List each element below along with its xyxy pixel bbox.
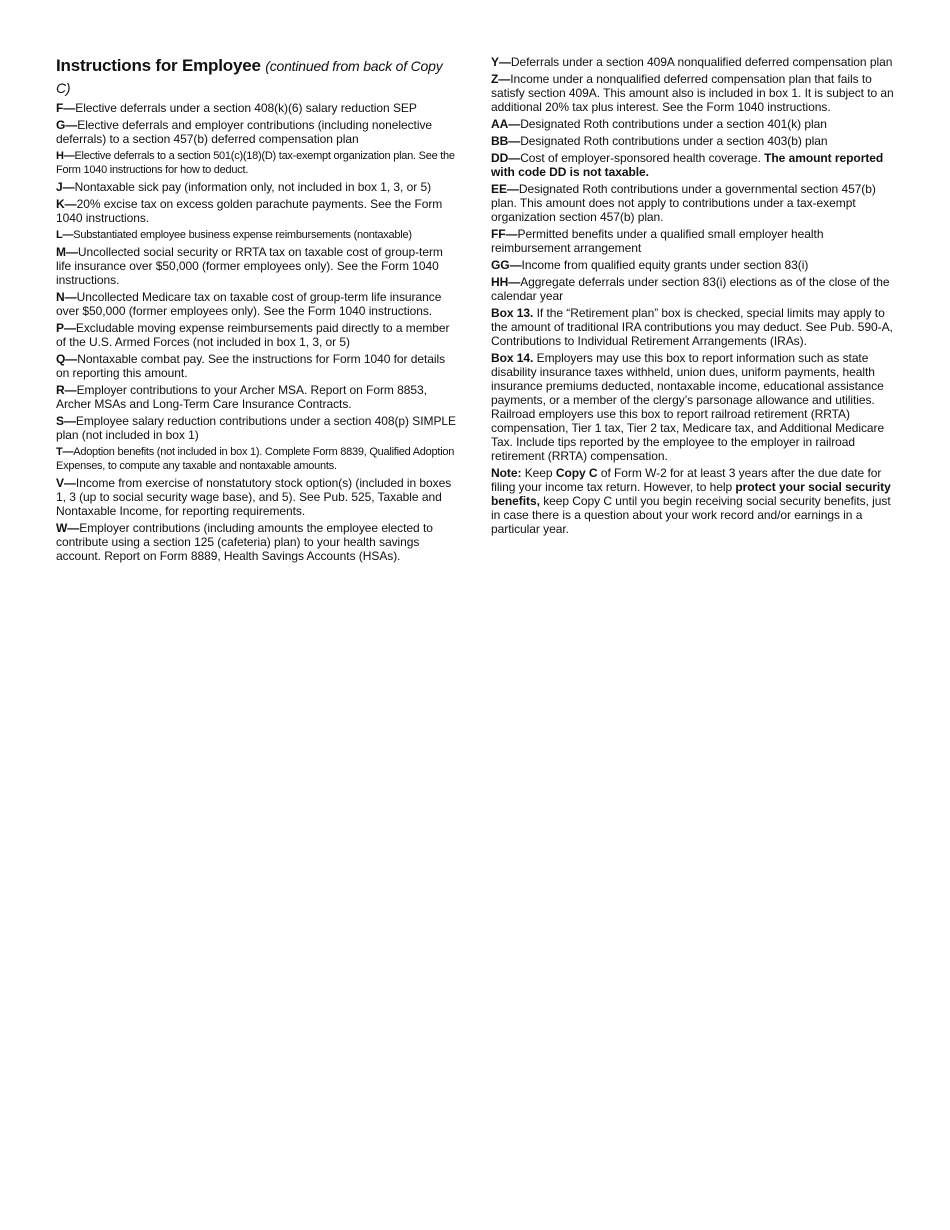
section-subtitle: (continued from back of Copy C) (56, 58, 443, 96)
code-description: Designated Roth contributions under a section 401(k) plan (520, 117, 827, 131)
right-column (491, 55, 896, 539)
code-entry (56, 352, 458, 380)
left-code-list (56, 101, 458, 563)
code-label: EE— (491, 182, 519, 196)
code-entry (56, 197, 458, 225)
code-label: G— (56, 118, 78, 132)
code-label: Q— (56, 352, 78, 366)
code-description: Elective deferrals and employer contributions (including nonelective deferrals) to a section 457(b) deferred compensation plan (56, 118, 433, 146)
note-text-3: keep Copy C until you begin receiving social security benefits, just in case there is a question about your work record and/or earnings in a particular year. (491, 494, 891, 536)
code-description: Designated Roth contributions under a governmental section 457(b) plan. This amount does not apply to contributions under a tax-exempt organization section 457(b) plan. (491, 182, 876, 224)
box-14-label: Box 14. (491, 351, 534, 365)
code-entry (56, 414, 458, 442)
code-entry (56, 118, 458, 146)
note-bold-copy-c: Copy C (555, 466, 598, 480)
code-label: FF— (491, 227, 518, 241)
code-description: Cost of employer-sponsored health coverage. (520, 151, 765, 165)
code-label: R— (56, 383, 77, 397)
code-label: DD— (491, 151, 521, 165)
code-entry (491, 134, 896, 148)
code-description: Uncollected social security or RRTA tax on taxable cost of group-term life insurance over $50,000 (former employees only). See the Form 1040 instructions. (56, 245, 443, 287)
code-description: Nontaxable combat pay. See the instructions for Form 1040 for details on reporting this amount. (56, 352, 446, 380)
code-description: Permitted benefits under a qualified small employer health reimbursement arrangement (491, 227, 824, 255)
code-description: Deferrals under a section 409A nonqualified deferred compensation plan (510, 55, 893, 69)
code-entry (56, 180, 458, 194)
code-entry (56, 383, 458, 411)
code-label: Y— (491, 55, 511, 69)
code-description: Elective deferrals to a section 501(c)(18)(D) tax-exempt organization plan. See the Form 1040 instructions for how to deduct. (56, 150, 455, 176)
note-bold-protect: protect your social security benefits, (491, 480, 891, 508)
code-label: P— (56, 321, 76, 335)
code-entry (491, 275, 896, 303)
code-entry (56, 149, 458, 177)
code-label: W— (56, 521, 80, 535)
code-entry (491, 258, 896, 272)
code-description: Aggregate deferrals under section 83(i) elections as of the close of the calendar year (491, 275, 890, 303)
code-label: V— (56, 476, 76, 490)
code-label: L— (56, 229, 74, 241)
code-description: Designated Roth contributions under a section 403(b) plan (520, 134, 828, 148)
code-label: F— (56, 101, 76, 115)
code-entry (491, 72, 896, 114)
code-label: Z— (491, 72, 511, 86)
section-title (56, 55, 458, 99)
box-13-text: If the “Retirement plan” box is checked, special limits may apply to the amount of traditional IRA contributions you may deduct. See Pub. 590-A, Contributions to Individual Retirement Arrangements (IRAs). (491, 306, 893, 348)
code-entry (491, 182, 896, 224)
code-description: Substantiated employee business expense reimbursements (nontaxable) (73, 229, 412, 241)
code-description: Excludable moving expense reimbursements paid directly to a member of the U.S. Armed Forces (not included in box 1, 3, or 5) (56, 321, 450, 349)
box-14-instruction (491, 351, 896, 463)
copy-c-note (491, 466, 896, 536)
code-label: M— (56, 245, 78, 259)
note-text-2: of Form W-2 for at least 3 years after the due date for filing your income tax return. However, to help (491, 466, 882, 494)
code-label: GG— (491, 258, 522, 272)
box-13-instruction (491, 306, 896, 348)
code-description: Income from exercise of nonstatutory stock option(s) (included in boxes 1, 3 (up to social security wage base), and 5). See Pub. 525, Taxable and Nontaxable Income, for reporting requirements. (56, 476, 452, 518)
code-entry (56, 290, 458, 318)
code-label: H— (56, 150, 75, 162)
code-description: Uncollected Medicare tax on taxable cost of group-term life insurance over $50,000 (former employees only). See the Form 1040 instructions. (56, 290, 442, 318)
left-column (56, 55, 458, 566)
code-label: J— (56, 180, 75, 194)
code-entry (56, 476, 458, 518)
code-description: Elective deferrals under a section 408(k)(6) salary reduction SEP (75, 101, 417, 115)
code-label: AA— (491, 117, 521, 131)
box-13-label: Box 13. (491, 306, 534, 320)
code-entry (56, 245, 458, 287)
code-description: 20% excise tax on excess golden parachute payments. See the Form 1040 instructions. (56, 197, 443, 225)
code-description: Employer contributions to your Archer MSA. Report on Form 8853, Archer MSAs and Long-Term Care Insurance Contracts. (56, 383, 427, 411)
code-label: BB— (491, 134, 521, 148)
code-entry (491, 55, 896, 69)
note-text-1: Keep (521, 466, 556, 480)
box-14-text: Employers may use this box to report information such as state disability insurance taxes withheld, union dues, uniform payments, health insurance premiums deducted, nontaxable income, educational assistance payments, or a member of the clergy’s parsonage allowance and utilities. Railroad employers use this box to report railroad retirement (RRTA) compensation, Tier 1 tax, Tier 2 tax, Medicare tax, and Additional Medicare Tax. Include tips reported by the employee to the employer in railroad retirement (RRTA) compensation. (491, 351, 885, 463)
code-entry (491, 151, 896, 179)
code-description-bold: The amount reported with code DD is not taxable. (491, 151, 884, 179)
code-label: N— (56, 290, 77, 304)
code-description: Nontaxable sick pay (information only, not included in box 1, 3, or 5) (74, 180, 432, 194)
code-description: Employee salary reduction contributions under a section 408(p) SIMPLE plan (not included in box 1) (56, 414, 456, 442)
code-label: HH— (491, 275, 521, 289)
code-entry (491, 227, 896, 255)
right-code-list (491, 55, 896, 303)
code-description: Income under a nonqualified deferred compensation plan that fails to satisfy section 409A. This amount also is included in box 1. It is subject to an additional 20% tax plus interest. See the Form 1040 instructions. (491, 72, 894, 114)
code-entry (56, 521, 458, 563)
code-entry (491, 117, 896, 131)
note-label: Note: (491, 466, 522, 480)
code-entry (56, 445, 458, 473)
section-title-text: Instructions for Employee (56, 56, 261, 75)
code-entry (56, 321, 458, 349)
code-entry (56, 101, 458, 115)
code-description: Employer contributions (including amounts the employee elected to contribute using a section 125 (cafeteria) plan) to your health savings account. Report on Form 8889, Health Savings Accounts (HSAs). (56, 521, 433, 563)
code-description: Adoption benefits (not included in box 1). Complete Form 8839, Qualified Adoption Expenses, to compute any taxable and nontaxable amounts. (56, 446, 455, 472)
code-description: Income from qualified equity grants under section 83(i) (521, 258, 809, 272)
code-entry (56, 228, 458, 242)
code-label: T— (56, 446, 74, 458)
code-label: S— (56, 414, 76, 428)
code-label: K— (56, 197, 77, 211)
